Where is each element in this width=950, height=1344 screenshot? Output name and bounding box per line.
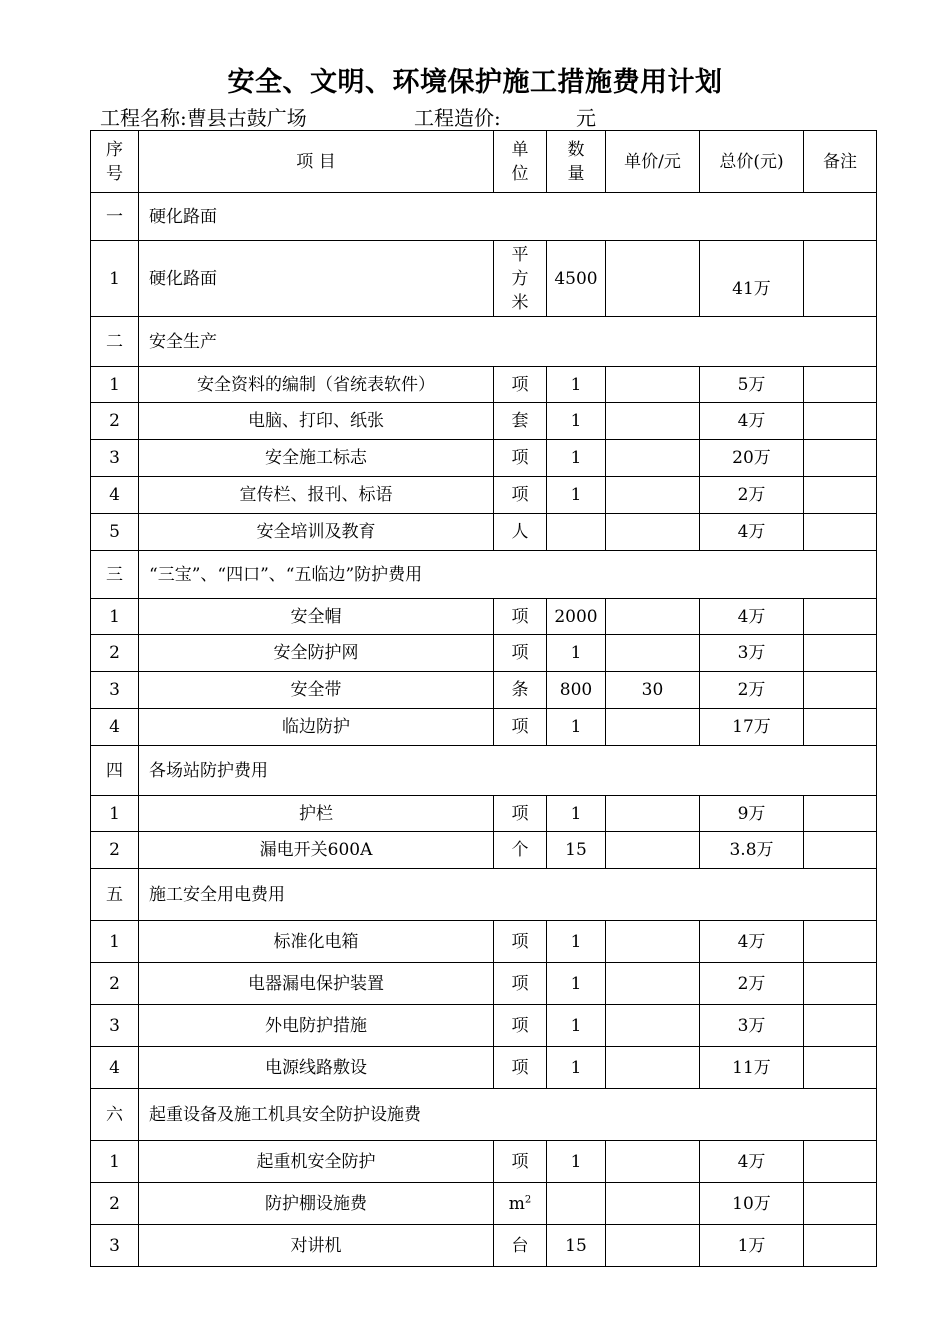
row-number: 3 xyxy=(91,1005,139,1047)
row-quantity: 15 xyxy=(547,1225,606,1267)
row-number: 2 xyxy=(91,635,139,672)
row-total: 2万 xyxy=(700,963,804,1005)
row-total: 20万 xyxy=(700,440,804,477)
row-item: 对讲机 xyxy=(139,1225,494,1267)
section-number: 六 xyxy=(91,1089,139,1141)
section-row xyxy=(91,193,877,241)
row-unit: 套 xyxy=(494,403,547,440)
row-quantity: 1 xyxy=(547,709,606,746)
row-total: 3.8万 xyxy=(700,832,804,869)
row-unit xyxy=(494,241,547,317)
row-number: 3 xyxy=(91,1225,139,1267)
row-number: 4 xyxy=(91,477,139,514)
row-unit-text: 平方米 xyxy=(511,244,529,313)
header-total: 总价(元) xyxy=(700,131,804,193)
row-number: 1 xyxy=(91,367,139,403)
project-name-label: 工程名称:曹县古鼓广场 xyxy=(100,106,307,130)
row-note xyxy=(804,477,877,514)
row-total: 4万 xyxy=(700,403,804,440)
row-unit-price xyxy=(606,709,700,746)
row-quantity: 4500 xyxy=(547,241,606,317)
row-number: 1 xyxy=(91,796,139,832)
row-number: 4 xyxy=(91,1047,139,1089)
table-row xyxy=(91,635,877,672)
row-note xyxy=(804,403,877,440)
row-unit: 项 xyxy=(494,963,547,1005)
row-unit xyxy=(494,1183,547,1225)
row-quantity: 1 xyxy=(547,403,606,440)
row-note xyxy=(804,796,877,832)
row-number: 2 xyxy=(91,403,139,440)
section-row xyxy=(91,551,877,599)
row-unit-price xyxy=(606,635,700,672)
row-item: 防护棚设施费 xyxy=(139,1183,494,1225)
row-unit-price xyxy=(606,1141,700,1183)
row-unit-price xyxy=(606,1005,700,1047)
row-unit-price xyxy=(606,921,700,963)
row-quantity xyxy=(547,1183,606,1225)
row-unit: 台 xyxy=(494,1225,547,1267)
row-note xyxy=(804,241,877,317)
row-unit-price xyxy=(606,403,700,440)
row-unit: 项 xyxy=(494,367,547,403)
row-total: 4万 xyxy=(700,599,804,635)
row-note xyxy=(804,832,877,869)
row-total: 3万 xyxy=(700,635,804,672)
row-item: 起重机安全防护 xyxy=(139,1141,494,1183)
row-item: 漏电开关600A xyxy=(139,832,494,869)
row-unit: 人 xyxy=(494,514,547,551)
row-quantity: 15 xyxy=(547,832,606,869)
row-unit-price xyxy=(606,514,700,551)
section-row xyxy=(91,869,877,921)
table-row xyxy=(91,709,877,746)
row-note xyxy=(804,440,877,477)
row-total: 9万 xyxy=(700,796,804,832)
table-row xyxy=(91,241,877,317)
row-unit-price xyxy=(606,367,700,403)
row-item: 外电防护措施 xyxy=(139,1005,494,1047)
row-total: 17万 xyxy=(700,709,804,746)
section-number: 一 xyxy=(91,193,139,241)
row-number: 2 xyxy=(91,832,139,869)
row-number: 1 xyxy=(91,599,139,635)
row-note xyxy=(804,599,877,635)
section-row xyxy=(91,746,877,796)
row-unit: 项 xyxy=(494,599,547,635)
project-cost-unit: 元 xyxy=(576,106,596,130)
row-total xyxy=(700,241,804,317)
row-quantity: 2000 xyxy=(547,599,606,635)
table-row xyxy=(91,796,877,832)
row-item: 临边防护 xyxy=(139,709,494,746)
table-row xyxy=(91,477,877,514)
row-number: 4 xyxy=(91,709,139,746)
header-price: 单价/元 xyxy=(606,131,700,193)
row-item: 安全帽 xyxy=(139,599,494,635)
page-title: 安全、文明、环境保护施工措施费用计划 xyxy=(227,67,723,98)
row-note xyxy=(804,367,877,403)
row-note xyxy=(804,635,877,672)
row-total-text: 41万 xyxy=(732,278,771,299)
row-quantity: 1 xyxy=(547,1047,606,1089)
row-item: 电源线路敷设 xyxy=(139,1047,494,1089)
row-item: 安全防护网 xyxy=(139,635,494,672)
table-row xyxy=(91,1047,877,1089)
section-title: 安全生产 xyxy=(139,317,877,367)
table-row xyxy=(91,367,877,403)
row-note xyxy=(804,1183,877,1225)
row-quantity: 1 xyxy=(547,367,606,403)
project-cost-label: 工程造价: xyxy=(414,106,501,130)
row-unit-price xyxy=(606,1225,700,1267)
row-unit-price xyxy=(606,440,700,477)
table-row xyxy=(91,1225,877,1267)
row-quantity: 1 xyxy=(547,440,606,477)
cost-plan-table xyxy=(90,130,877,1267)
row-unit-price xyxy=(606,1047,700,1089)
row-unit-superscript: 2 xyxy=(524,1193,532,1205)
section-row xyxy=(91,1089,877,1141)
section-row xyxy=(91,317,877,367)
row-item: 安全施工标志 xyxy=(139,440,494,477)
row-unit-price xyxy=(606,796,700,832)
row-total: 2万 xyxy=(700,477,804,514)
row-item: 安全带 xyxy=(139,672,494,709)
row-unit: 项 xyxy=(494,477,547,514)
row-unit: 条 xyxy=(494,672,547,709)
row-note xyxy=(804,921,877,963)
row-unit: 项 xyxy=(494,1005,547,1047)
header-unit: 单位 xyxy=(494,131,547,193)
row-unit: 个 xyxy=(494,832,547,869)
row-quantity: 1 xyxy=(547,1141,606,1183)
row-total: 1万 xyxy=(700,1225,804,1267)
header-note: 备注 xyxy=(804,131,877,193)
row-total: 3万 xyxy=(700,1005,804,1047)
section-title: 各场站防护费用 xyxy=(139,746,877,796)
row-unit-text: m xyxy=(508,1193,525,1214)
section-number: 二 xyxy=(91,317,139,367)
row-note xyxy=(804,1225,877,1267)
section-title: 施工安全用电费用 xyxy=(139,869,877,921)
row-number: 1 xyxy=(91,1141,139,1183)
section-number: 三 xyxy=(91,551,139,599)
table-row xyxy=(91,599,877,635)
row-quantity: 1 xyxy=(547,1005,606,1047)
table-row xyxy=(91,403,877,440)
row-total: 4万 xyxy=(700,514,804,551)
row-item: 硬化路面 xyxy=(139,241,494,317)
row-number: 1 xyxy=(91,921,139,963)
row-unit: 项 xyxy=(494,921,547,963)
row-total: 4万 xyxy=(700,1141,804,1183)
row-note xyxy=(804,709,877,746)
row-unit-price xyxy=(606,832,700,869)
row-total: 4万 xyxy=(700,921,804,963)
table-row xyxy=(91,1005,877,1047)
row-number: 1 xyxy=(91,241,139,317)
section-title: 硬化路面 xyxy=(139,193,877,241)
row-unit: 项 xyxy=(494,796,547,832)
header-no: 序号 xyxy=(91,131,139,193)
table-row xyxy=(91,672,877,709)
section-title: “三宝”、“四口”、“五临边”防护费用 xyxy=(139,551,877,599)
row-item: 安全培训及教育 xyxy=(139,514,494,551)
row-note xyxy=(804,1005,877,1047)
table-header-row xyxy=(91,131,877,193)
table-row xyxy=(91,1141,877,1183)
row-quantity: 1 xyxy=(547,921,606,963)
row-unit-price: 30 xyxy=(606,672,700,709)
row-unit: 项 xyxy=(494,440,547,477)
table-row xyxy=(91,963,877,1005)
row-number: 3 xyxy=(91,440,139,477)
row-number: 3 xyxy=(91,672,139,709)
row-unit: 项 xyxy=(494,635,547,672)
row-quantity: 1 xyxy=(547,635,606,672)
table-row xyxy=(91,440,877,477)
row-total: 10万 xyxy=(700,1183,804,1225)
row-unit: 项 xyxy=(494,1047,547,1089)
table-row xyxy=(91,921,877,963)
row-unit-price xyxy=(606,241,700,317)
table-row xyxy=(91,514,877,551)
section-title: 起重设备及施工机具安全防护设施费 xyxy=(139,1089,877,1141)
row-quantity xyxy=(547,514,606,551)
row-item: 宣传栏、报刊、标语 xyxy=(139,477,494,514)
row-unit: 项 xyxy=(494,709,547,746)
section-number: 五 xyxy=(91,869,139,921)
row-unit-price xyxy=(606,599,700,635)
row-unit: 项 xyxy=(494,1141,547,1183)
header-qty: 数量 xyxy=(547,131,606,193)
row-number: 2 xyxy=(91,1183,139,1225)
row-note xyxy=(804,672,877,709)
row-item: 电器漏电保护装置 xyxy=(139,963,494,1005)
row-total: 5万 xyxy=(700,367,804,403)
row-note xyxy=(804,1047,877,1089)
row-item: 安全资料的编制（省统表软件） xyxy=(139,367,494,403)
table-row xyxy=(91,1183,877,1225)
row-note xyxy=(804,1141,877,1183)
row-unit-price xyxy=(606,963,700,1005)
row-note xyxy=(804,514,877,551)
row-quantity: 1 xyxy=(547,963,606,1005)
row-quantity: 1 xyxy=(547,477,606,514)
row-total: 2万 xyxy=(700,672,804,709)
table-row xyxy=(91,832,877,869)
row-item: 电脑、打印、纸张 xyxy=(139,403,494,440)
section-number: 四 xyxy=(91,746,139,796)
row-quantity: 800 xyxy=(547,672,606,709)
row-total: 11万 xyxy=(700,1047,804,1089)
row-item: 护栏 xyxy=(139,796,494,832)
row-item: 标准化电箱 xyxy=(139,921,494,963)
row-unit-price xyxy=(606,1183,700,1225)
row-number: 5 xyxy=(91,514,139,551)
row-note xyxy=(804,963,877,1005)
row-quantity: 1 xyxy=(547,796,606,832)
row-unit-price xyxy=(606,477,700,514)
row-number: 2 xyxy=(91,963,139,1005)
header-item: 项 目 xyxy=(139,131,494,193)
